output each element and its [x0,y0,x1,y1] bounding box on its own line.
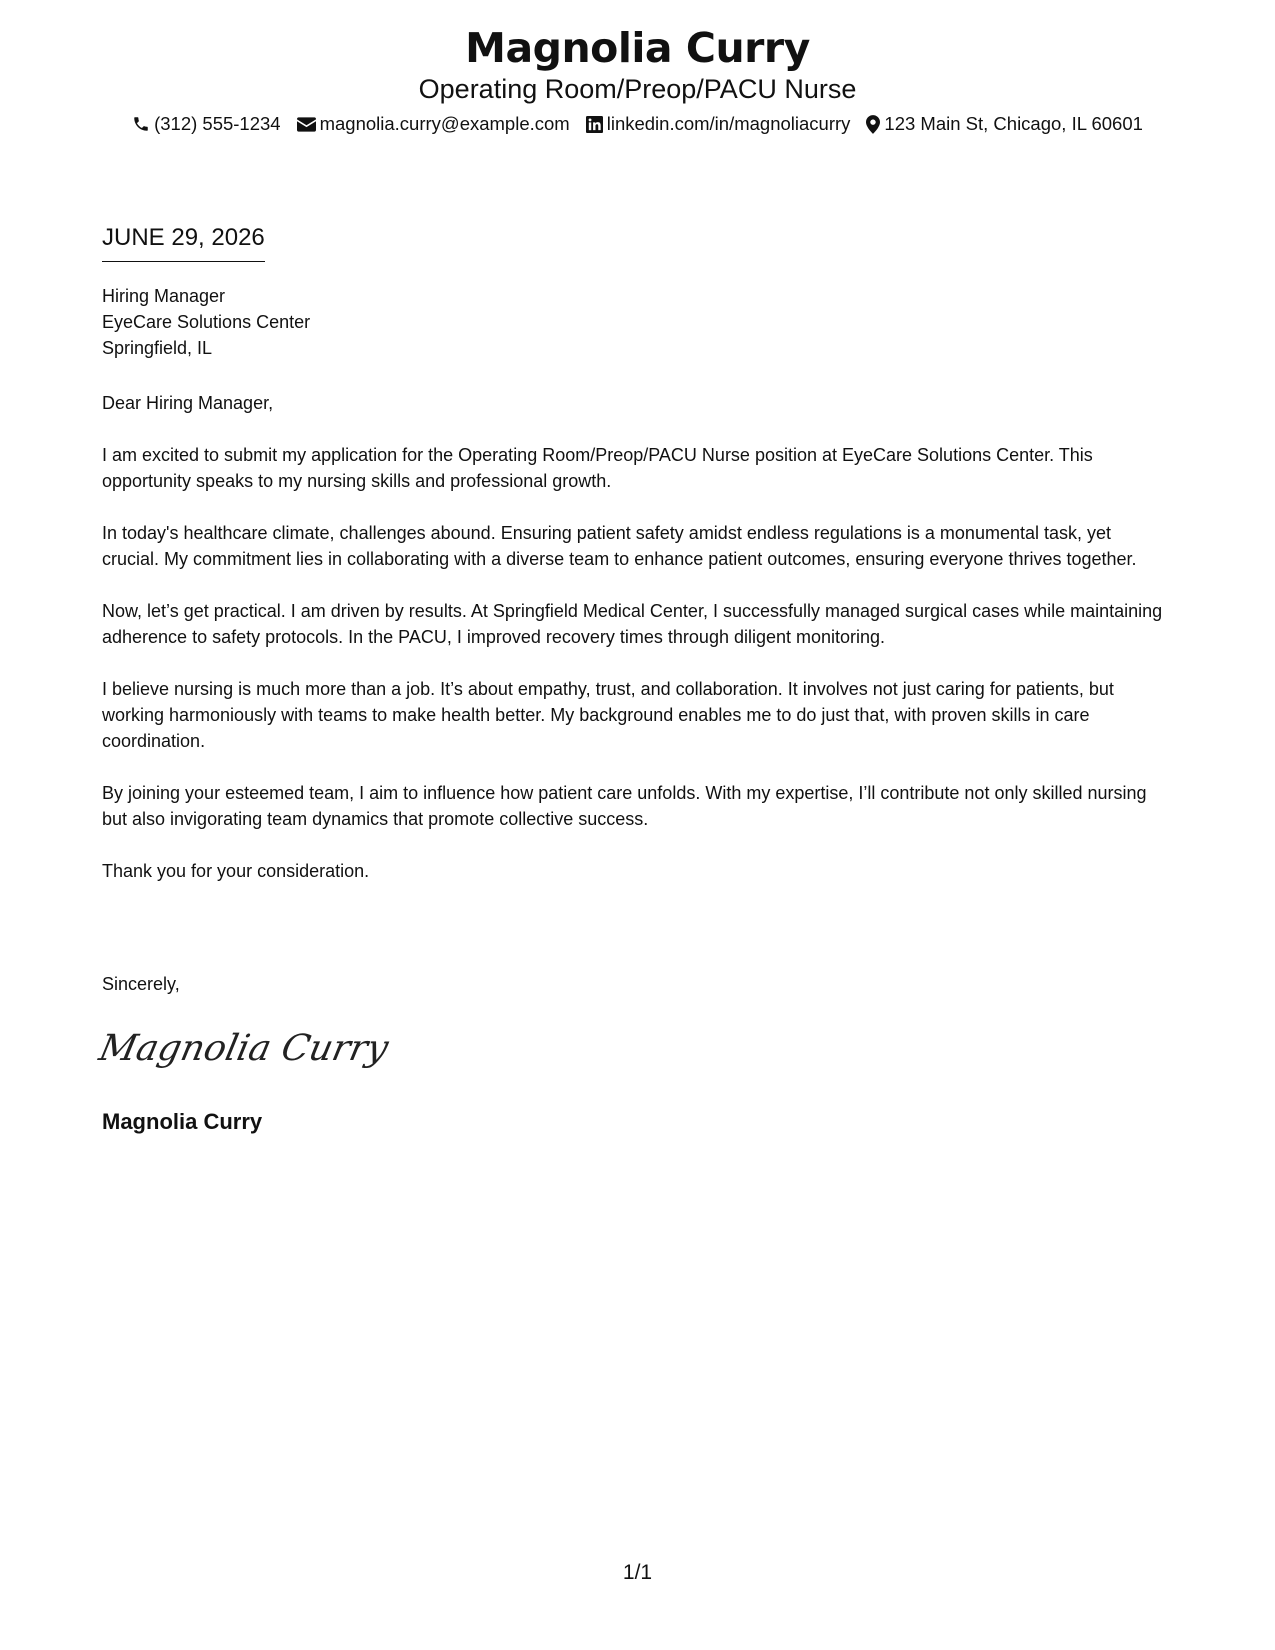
address-text: 123 Main St, Chicago, IL 60601 [884,113,1143,134]
envelope-icon [297,117,316,132]
contact-linkedin[interactable] [586,112,851,136]
phone-icon [132,115,150,133]
email-text[interactable]: magnolia.curry@example.com [319,113,570,134]
handwritten-signature [95,1020,393,1080]
letter-body [102,390,1172,910]
applicant-title: Operating Room/Preop/PACU Nurse [418,74,857,104]
contact-address [866,112,1143,136]
recipient-organization: EyeCare Solutions Center [102,312,311,332]
date-block [102,222,265,262]
contact-phone [132,112,281,136]
contact-email[interactable] [297,112,570,136]
phone-text: (312) 555-1234 [154,113,281,134]
closing: Sincerely, [102,974,180,994]
linkedin-text[interactable]: linkedin.com/in/magnoliacurry [606,113,851,134]
svg-text:Magnolia Curry: Magnolia Curry [95,1026,393,1069]
letter-header [0,22,1275,136]
paragraph-contribution: By joining your esteemed team, I aim to influence how patient care unfolds. With my expertise, I’ll contribute not only skilled nursing but also invigorating team dynamics that promote collective success. [102,783,1147,829]
recipient-name: Hiring Manager [102,286,226,306]
signature [95,1020,393,1085]
paragraph-challenges: In today's healthcare climate, challenges abound. Ensuring patient safety amidst endless regulations is a monumental task, yet crucial. My commitment lies in collaborating with a diverse team to enhance patient outcomes, ensuring everyone thrives together. [102,523,1137,569]
page-number: 1/1 [622,1561,653,1584]
paragraph-intro: I am excited to submit my application for the Operating Room/Preop/PACU Nurse position at EyeCare Solutions Center. This opportunity speaks to my nursing skills and professional growth. [102,445,1093,491]
linkedin-icon [586,116,603,133]
letter-date: JUNE 29, 2026 [102,222,265,262]
thanks-line: Thank you for your consideration. [102,861,370,881]
contact-info [0,112,1275,136]
signed-name: Magnolia Curry [102,1109,263,1134]
paragraph-values: I believe nursing is much more than a job. It’s about empathy, trust, and collaboration. It involves not just caring for patients, but working harmoniously with teams to make health better. My background enables me to do just that, with proven skills in care coordination. [102,679,1114,751]
recipient-block [102,283,310,361]
map-pin-icon [866,115,880,134]
applicant-name: Magnolia Curry [465,24,810,72]
paragraph-results: Now, let’s get practical. I am driven by results. At Springfield Medical Center, I successfully managed surgical cases while maintaining adherence to safety protocols. In the PACU, I improved recovery times through diligent monitoring. [102,601,1163,647]
salutation: Dear Hiring Manager, [102,393,274,413]
recipient-location: Springfield, IL [102,338,213,358]
